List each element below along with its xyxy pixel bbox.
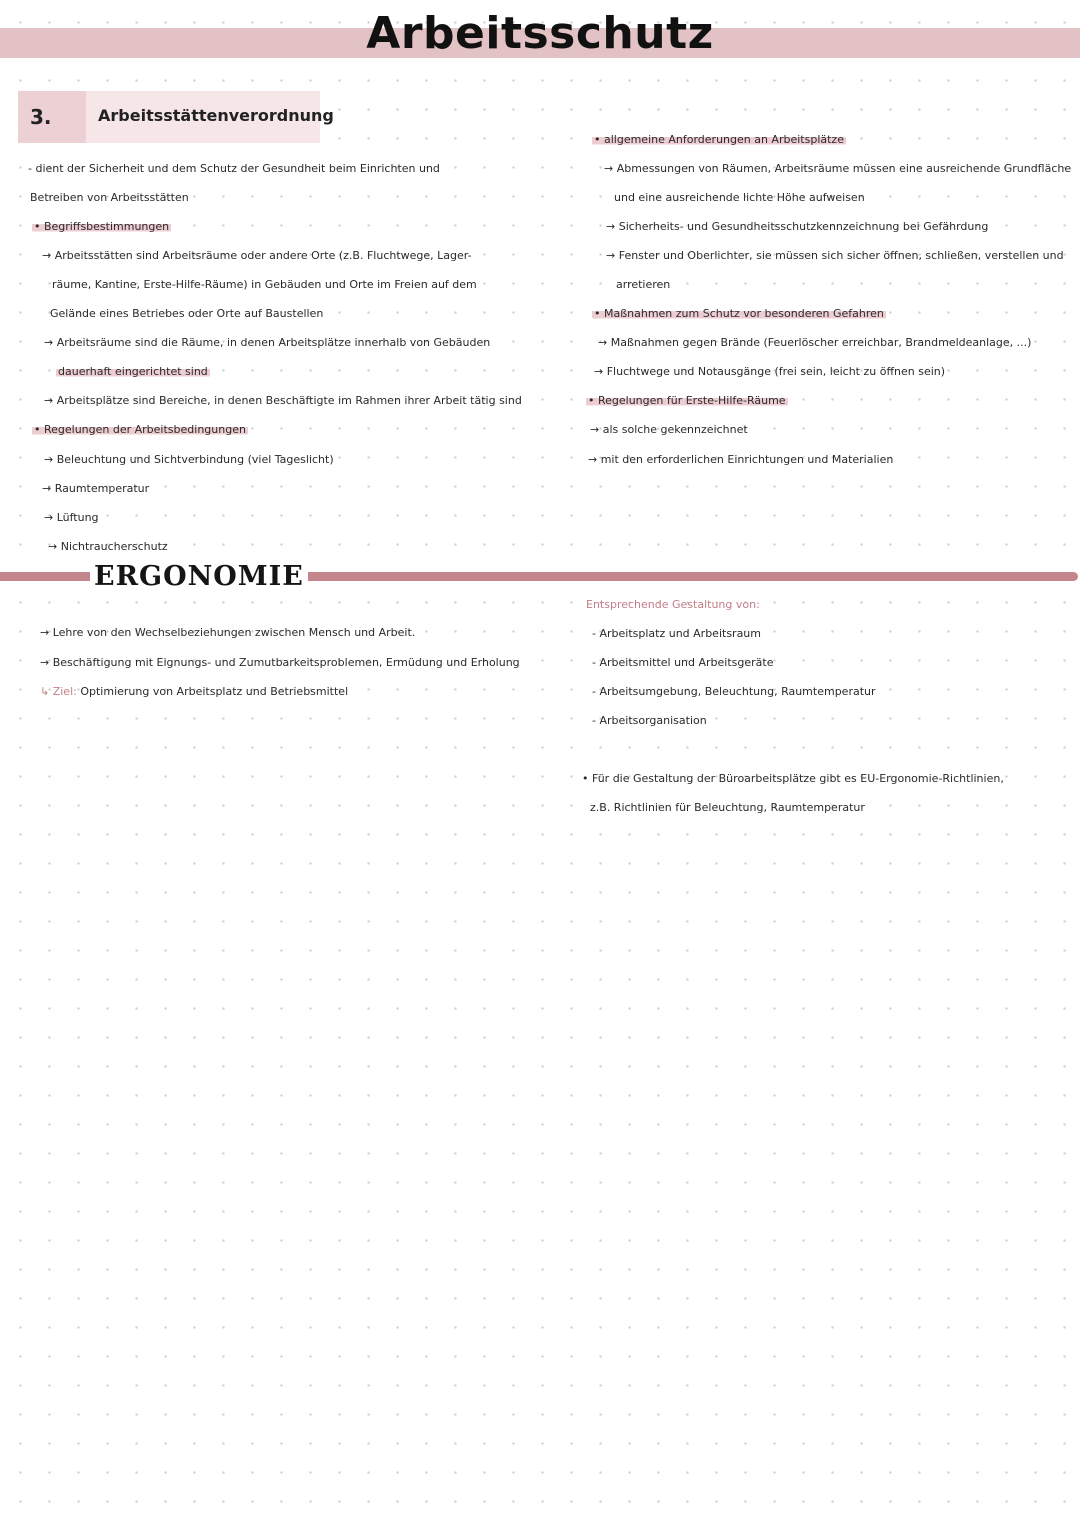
massnahmen-line-2: → Fluchtwege und Notausgänge (frei sein, leicht zu öffnen sein) xyxy=(594,365,946,378)
anforderungen-line-2: und eine ausreichende lichte Höhe aufweisen xyxy=(614,191,865,204)
erste-hilfe-line-2: → mit den erforderlichen Einrichtungen und Materialien xyxy=(588,453,894,466)
anforderungen-line-4: → Fenster und Oberlichter, sie müssen sich sicher öffnen, schließen, verstellen und xyxy=(606,249,1064,262)
gestaltung-item-3: - Arbeitsumgebung, Beleuchtung, Raumtemperatur xyxy=(592,685,876,698)
ergonomie-title: ERGONOMIE xyxy=(90,560,308,594)
regelungen-item-2: → Raumtemperatur xyxy=(42,482,150,495)
begriffe-line-5: dauerhaft eingerichtet sind xyxy=(58,365,208,378)
gestaltung-item-2: - Arbeitsmittel und Arbeitsgeräte xyxy=(592,656,774,669)
begriffe-line-4: → Arbeitsräume sind die Räume, in denen Arbeitsplätze innerhalb von Gebäuden xyxy=(44,336,491,349)
heading-erste-hilfe: • Regelungen für Erste-Hilfe-Räume xyxy=(588,394,786,407)
heading-allgemeine-anforderungen: • allgemeine Anforderungen an Arbeitsplätze xyxy=(594,133,844,146)
ziel-label: ↳ Ziel: xyxy=(40,685,77,698)
regelungen-item-3: → Lüftung xyxy=(44,511,99,524)
intro-line-2: Betreiben von Arbeitsstätten xyxy=(30,191,189,204)
anforderungen-line-1: → Abmessungen von Räumen, Arbeitsräume müssen eine ausreichende Grundfläche xyxy=(604,162,1072,175)
ergonomie-line-2: → Beschäftigung mit Eignungs- und Zumutbarkeitsproblemen, Ermüdung und Erholung xyxy=(40,656,520,669)
ergonomie-ziel xyxy=(40,685,348,699)
intro-line-1: - dient der Sicherheit und dem Schutz der Gesundheit beim Einrichten und xyxy=(28,162,440,175)
massnahmen-line-1: → Maßnahmen gegen Brände (Feuerlöscher erreichbar, Brandmeldeanlage, ...) xyxy=(598,336,1032,349)
buero-line-1: • Für die Gestaltung der Büroarbeitsplätze gibt es EU-Ergonomie-Richtlinien, xyxy=(582,772,1004,785)
erste-hilfe-line-1: → als solche gekennzeichnet xyxy=(590,423,748,436)
gestaltung-item-1: - Arbeitsplatz und Arbeitsraum xyxy=(592,627,761,640)
anforderungen-line-3: → Sicherheits- und Gesundheitsschutzkennzeichnung bei Gefährdung xyxy=(606,220,989,233)
heading-begriffsbestimmungen: • Begriffsbestimmungen xyxy=(34,220,170,233)
begriffe-line-6: → Arbeitsplätze sind Bereiche, in denen Beschäftigte im Rahmen ihrer Arbeit tätig sind xyxy=(44,394,522,407)
ergonomie-line-1: → Lehre von den Wechselbeziehungen zwischen Mensch und Arbeit. xyxy=(40,626,416,639)
regelungen-item-1: → Beleuchtung und Sichtverbindung (viel Tageslicht) xyxy=(44,453,334,466)
section-title: Arbeitsstättenverordnung xyxy=(86,91,320,143)
heading-massnahmen: • Maßnahmen zum Schutz vor besonderen Gefahren xyxy=(594,307,884,320)
page-title: Arbeitsschutz xyxy=(366,8,714,59)
ziel-text: Optimierung von Arbeitsplatz und Betriebsmittel xyxy=(80,685,349,698)
regelungen-item-4: → Nichtraucherschutz xyxy=(48,540,168,553)
section-number: 3. xyxy=(18,91,86,143)
buero-line-2: z.B. Richtlinien für Beleuchtung, Raumtemperatur xyxy=(590,801,865,814)
begriffe-line-1: → Arbeitsstätten sind Arbeitsräume oder andere Orte (z.B. Fluchtwege, Lager- xyxy=(42,249,472,262)
begriffe-line-2: räume, Kantine, Erste-Hilfe-Räume) in Gebäuden und Orte im Freien auf dem xyxy=(52,278,477,291)
begriffe-line-3: Gelände eines Betriebes oder Orte auf Baustellen xyxy=(50,307,324,320)
heading-regelungen: • Regelungen der Arbeitsbedingungen xyxy=(34,423,246,436)
anforderungen-line-5: arretieren xyxy=(616,278,671,291)
gestaltung-heading: Entsprechende Gestaltung von: xyxy=(586,598,760,611)
gestaltung-item-4: - Arbeitsorganisation xyxy=(592,714,707,727)
